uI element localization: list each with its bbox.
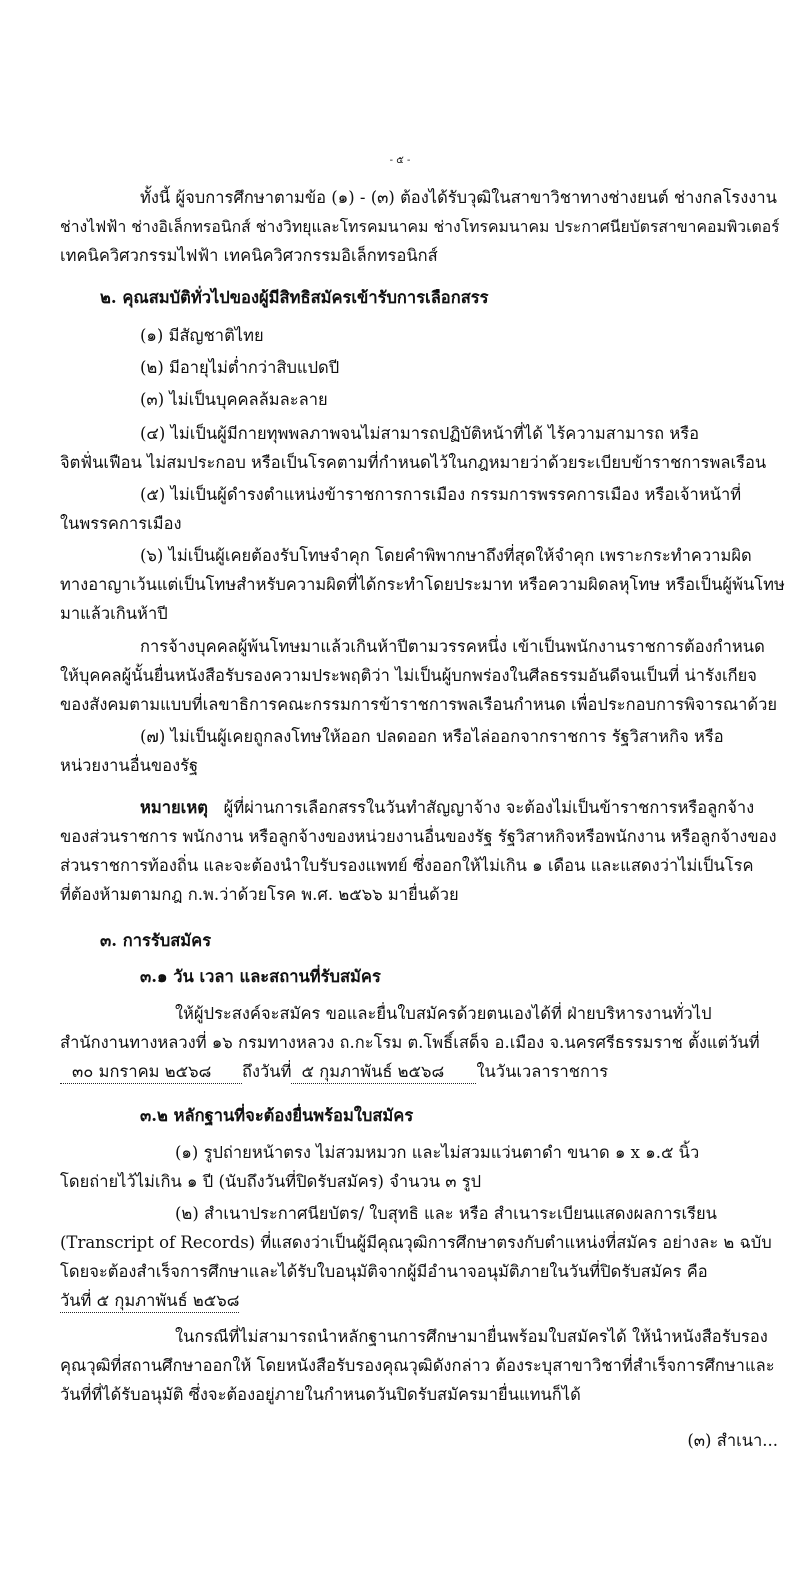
page-number: - ๕ -: [389, 155, 411, 166]
section32-heading: ๓.๒ หลักฐานที่จะต้องยื่นพร้อมใบสมัคร: [140, 1106, 414, 1125]
until-label: ถึงวันที่: [242, 1062, 292, 1081]
qualification-3: (๓) ไม่เป็นบุคคลล้มละลาย: [140, 390, 328, 409]
remark-text-1: ผู้ที่ผ่านการเลือกสรรในวันทำสัญญาจ้าง จะต้องไม่เป็นข้าราชการหรือลูกจ้าง: [223, 798, 755, 817]
qualification-5-line-1: (๕) ไม่เป็นผู้ดำรงตำแหน่งข้าราชการการเมือง กรรมการพรรคการเมือง หรือเจ้าหน้าที่: [140, 485, 742, 504]
intro-line-2: ช่างไฟฟ้า ช่างอิเล็กทรอนิกส์ ช่างวิทยุและโทรคมนาคม ช่างโทรคมนาคม ประกาศนียบัตรสาขาคอมพิวเตอร์: [60, 217, 780, 236]
evidence-note-line-3: วันที่ที่ได้รับอนุมัติ ซึ่งจะต้องอยู่ภายในกำหนดวันปิดรับสมัครมายื่นแทนก็ได้: [60, 1385, 581, 1404]
qualification-7-line-1: (๗) ไม่เป็นผู้เคยถูกลงโทษให้ออก ปลดออก หรือไล่ออกจากราชการ รัฐวิสาหกิจ หรือ: [140, 727, 724, 746]
application-start-date: ๓๐ มกราคม ๒๕๖๘: [60, 1061, 242, 1084]
closing-date: วันที่ ๕ กุมภาพันธ์ ๒๕๖๘: [60, 1290, 239, 1313]
evidence-note-line-1: ในกรณีที่ไม่สามารถนำหลักฐานการศึกษามายื่นพร้อมใบสมัครได้ ให้นำหนังสือรับรอง: [175, 1327, 768, 1346]
qualification-7-line-2: หน่วยงานอื่นของรัฐ: [60, 756, 199, 775]
evidence-note-line-2: คุณวุฒิที่สถานศึกษาออกให้ โดยหนังสือรับรองคุณวุฒิดังกล่าว ต้องระบุสาขาวิชาที่สำเร็จการศึกษาและ: [60, 1356, 775, 1375]
evidence-1-line-1: (๑) รูปถ่ายหน้าตรง ไม่สวมหมวก และไม่สวมแว่นตาดำ ขนาด ๑ x ๑.๕ นิ้ว: [175, 1143, 700, 1162]
qualification-4-line-2: จิตฟั่นเฟือน ไม่สมประกอบ หรือเป็นโรคตามที่กำหนดไว้ในกฎหมายว่าด้วยระเบียบข้าราชการพลเรือน: [60, 453, 767, 472]
qualification-2: (๒) มีอายุไม่ต่ำกว่าสิบแปดปี: [140, 358, 340, 377]
qualification-6-note-line-3: ของสังคมตามแบบที่เลขาธิการคณะกรรมการข้าราชการพลเรือนกำหนด เพื่อประกอบการพิจารณาด้วย: [60, 695, 778, 714]
qualification-6-note-line-2: ให้บุคคลผู้นั้นยื่นหนังสือรับรองความประพฤติว่า ไม่เป็นผู้บกพร่องในศีลธรรมอันดีจนเป็นที่ น่ารังเกียจ: [60, 666, 757, 685]
remark-line-1: [140, 797, 754, 819]
qualification-6-line-2: ทางอาญาเว้นแต่เป็นโทษสำหรับความผิดที่ได้กระทำโดยประมาท หรือความผิดลหุโทษ หรือเป็นผู้พ้นโทษ: [60, 575, 785, 594]
qualification-6-line-1: (๖) ไม่เป็นผู้เคยต้องรับโทษจำคุก โดยคำพิพากษาถึงที่สุดให้จำคุก เพราะกระทำความผิด: [140, 546, 752, 565]
section31-heading: ๓.๑ วัน เวลา และสถานที่รับสมัคร: [140, 967, 381, 986]
remark-line-2: ของส่วนราชการ พนักงาน หรือลูกจ้างของหน่วยงานอื่นของรัฐ รัฐวิสาหกิจหรือพนักงาน หรือลูกจ้างของ: [60, 827, 777, 846]
qualification-1: (๑) มีสัญชาติไทย: [140, 326, 264, 345]
section31-line-1: ให้ผู้ประสงค์จะสมัคร ขอและยื่นใบสมัครด้วยตนเองได้ที่ ฝ่ายบริหารงานทั่วไป: [175, 1004, 712, 1023]
remark-label: หมายเหตุ: [140, 798, 208, 817]
remark-line-4: ที่ต้องห้ามตามกฎ ก.พ.ว่าด้วยโรค พ.ศ. ๒๕๖๖ มายื่นด้วย: [60, 885, 459, 904]
intro-line-3: เทคนิควิศวกรรมไฟฟ้า เทคนิควิศวกรรมอิเล็กทรอนิกส์: [60, 246, 438, 265]
continuation-marker: (๓) สำเนา...: [687, 1431, 778, 1450]
qualification-4-line-1: (๔) ไม่เป็นผู้มีกายทุพพลภาพจนไม่สามารถปฏิบัติหน้าที่ได้ ไร้ความสามารถ หรือ: [140, 424, 699, 443]
section31-line-2: สำนักงานทางหลวงที่ ๑๖ กรมทางหลวง ถ.กะโรม ต.โพธิ์เสด็จ อ.เมือง จ.นครศรีธรรมราช ตั้งแต่วันที่: [60, 1033, 760, 1052]
section2-heading: ๒. คุณสมบัติทั่วไปของผู้มีสิทธิสมัครเข้ารับการเลือกสรร: [100, 288, 489, 307]
remark-line-3: ส่วนราชการท้องถิ่น และจะต้องนำใบรับรองแพทย์ ซึ่งออกให้ไม่เกิน ๑ เดือน และแสดงว่าไม่เป็นโรค: [60, 856, 754, 875]
evidence-2-line-4: [60, 1290, 239, 1313]
office-hours-text: ในวันเวลาราชการ: [476, 1062, 609, 1081]
evidence-2-line-1: (๒) สำเนาประกาศนียบัตร/ ใบสุทธิ และ หรือ สำเนาระเบียนแสดงผลการเรียน: [175, 1204, 717, 1223]
qualification-5-line-2: ในพรรคการเมือง: [60, 514, 182, 533]
evidence-1-line-2: โดยถ่ายไว้ไม่เกิน ๑ ปี (นับถึงวันที่ปิดรับสมัคร) จำนวน ๓ รูป: [60, 1172, 482, 1191]
application-end-date: ๕ กุมภาพันธ์ ๒๕๖๘: [291, 1061, 476, 1084]
section3-heading: ๓. การรับสมัคร: [100, 931, 212, 950]
intro-line-1: ทั้งนี้ ผู้จบการศึกษาตามข้อ (๑) - (๓) ต้องได้รับวุฒิในสาขาวิชาทางช่างยนต์ ช่างกลโรงงาน: [140, 188, 777, 207]
evidence-2-line-2: (Transcript of Records) ที่แสดงว่าเป็นผู้มีคุณวุฒิการศึกษาตรงกับตำแหน่งที่สมัคร อย่างละ ๒ ฉบับ: [60, 1233, 772, 1252]
evidence-2-line-3: โดยจะต้องสำเร็จการศึกษาและได้รับใบอนุมัติจากผู้มีอำนาจอนุมัติภายในวันที่ปิดรับสมัคร คือ: [60, 1262, 708, 1281]
section31-line-3: [60, 1061, 608, 1084]
qualification-6-note-line-1: การจ้างบุคคลผู้พ้นโทษมาแล้วเกินห้าปีตามวรรคหนึ่ง เข้าเป็นพนักงานราชการต้องกำหนด: [140, 637, 765, 656]
qualification-6-line-3: มาแล้วเกินห้าปี: [60, 604, 168, 623]
